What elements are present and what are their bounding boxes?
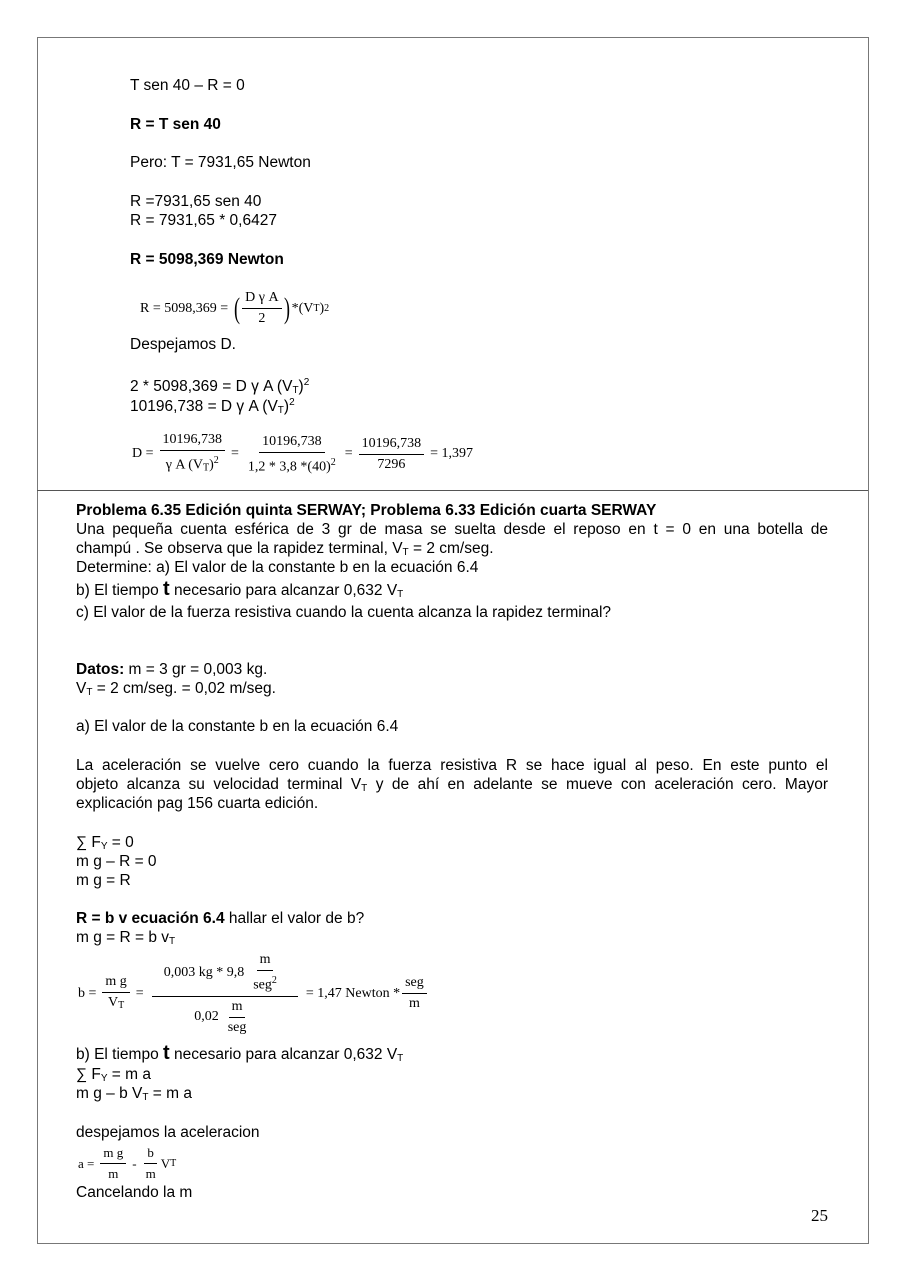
text-line: ∑ $F_Y = m$ a <box>76 1066 152 1084</box>
text-line: despejamos la aceleracion <box>76 1124 260 1141</box>
eq-denominator: 7296 <box>377 456 406 472</box>
section-divider <box>37 490 868 491</box>
text-line: Despejamos D. <box>130 336 236 353</box>
text-line: Una pequeña cuenta esférica de 3 gr de masa se suelta desde el reposo en t = 0 en una botella de <box>76 521 828 538</box>
eq-numerator: D γ A <box>242 288 281 309</box>
text-line: Determine: a) El valor de la constante b en la ecuación 6.4 <box>76 559 479 576</box>
equation-r: R = 5098,369 = ( $\frac{\text{D γ A}}{2}$ ) *(V T ) 2 <box>140 288 329 329</box>
equation-b: b = $\frac{\text{m g}}{V_T}$ = 0,003 kg * 9,8 m seg$^2$ 0,02 m seg = 1,47 Newton * seg m <box>78 950 433 1038</box>
superscript: 2 <box>324 303 330 314</box>
text-line: c) El valor de la fuerza resistiva cuando la cuenta alcanza la rapidez terminal? <box>76 604 612 621</box>
text-line: Cancelando la m <box>76 1184 193 1201</box>
text-line: T sen 40 – R = 0 <box>130 77 245 94</box>
text-line: R = T sen 40 <box>130 116 221 133</box>
text-line: R = 7931,65 * 0,6427 <box>130 212 277 229</box>
eq-denominator: 2 <box>258 311 266 326</box>
eq-rhs: *(V <box>291 300 314 316</box>
datos-line: $V_T = 2$ cm/seg. = 0,02 m/seg. <box>76 680 276 698</box>
text-line: 10196,738 = D γ A $(V_T)^2$ <box>130 397 295 417</box>
subscript: T <box>313 303 320 314</box>
eq-lhs: D = <box>132 446 154 462</box>
text-line: La aceleración se vuelve cero cuando la fuerza resistiva R se hace igual al peso. En este punto el <box>76 757 828 774</box>
equation-a: a = $\frac{\text{m g}}{m}$ - b m V T <box>78 1145 177 1181</box>
text-line: ∑ $F_Y = 0$ <box>76 834 134 852</box>
text-line: a) El valor de la constante b en la ecuación 6.4 <box>76 718 399 735</box>
text-line: m g – b $V_T = m$ a <box>76 1085 192 1103</box>
text-line: R =7931,65 sen 40 <box>130 193 262 210</box>
eq-denominator: 1,2 * 3,8 *(40) <box>247 459 331 475</box>
eq-result: = 1,397 <box>430 446 474 462</box>
eq-numerator: 10196,738 <box>259 432 325 453</box>
text-line: Pero: T = 7931,65 Newton <box>130 154 311 171</box>
text-line: objeto alcanza su velocidad terminal $V_T$ y de ahí en adelante se mueve con aceleración cero. Mayor <box>76 776 828 794</box>
text-line: b) El tiempo t necesario para alcanzar 0,632 $V_T$ <box>76 1042 404 1064</box>
text-line: m g – R = 0 <box>76 853 157 870</box>
datos-line: Datos: m = 3 gr = 0,003 kg. <box>76 661 268 678</box>
eq-numerator: 10196,738 <box>160 430 226 451</box>
text-line: explicación pag 156 cuarta edición. <box>76 795 319 812</box>
text-line: m g = R <box>76 872 131 889</box>
equation-d: D = $\frac{10196,738}{\gamma A (V_T)^2}$ = 10196,738 1,2 * 3,8 $*(40)^2$ = $\frac{10196,738}{7296}$ = 1,397 <box>132 432 474 475</box>
eq-numerator: 10196,738 <box>359 434 425 455</box>
text-line: m g = R = b $v_T$ <box>76 929 176 947</box>
text-line: R = b v ecuación 6.4 hallar el valor de b? <box>76 910 365 927</box>
text-line: b) El tiempo t necesario para alcanzar 0,632 $V_T$ <box>76 578 404 600</box>
problem-title: Problema 6.35 Edición quinta SERWAY; Problema 6.33 Edición cuarta SERWAY <box>76 502 657 519</box>
text-line: champú . Se observa que la rapidez terminal, $V_T = 2$ cm/seg. <box>76 540 494 558</box>
page-number: 25 <box>811 1206 828 1225</box>
eq-denominator: γ A (V <box>165 457 204 473</box>
text-line: 2 * 5098,369 = D γ A $(V_T)^2$ <box>130 377 310 397</box>
eq-lhs: R = 5098,369 = <box>140 300 229 316</box>
text-line: R = 5098,369 Newton <box>130 251 284 268</box>
